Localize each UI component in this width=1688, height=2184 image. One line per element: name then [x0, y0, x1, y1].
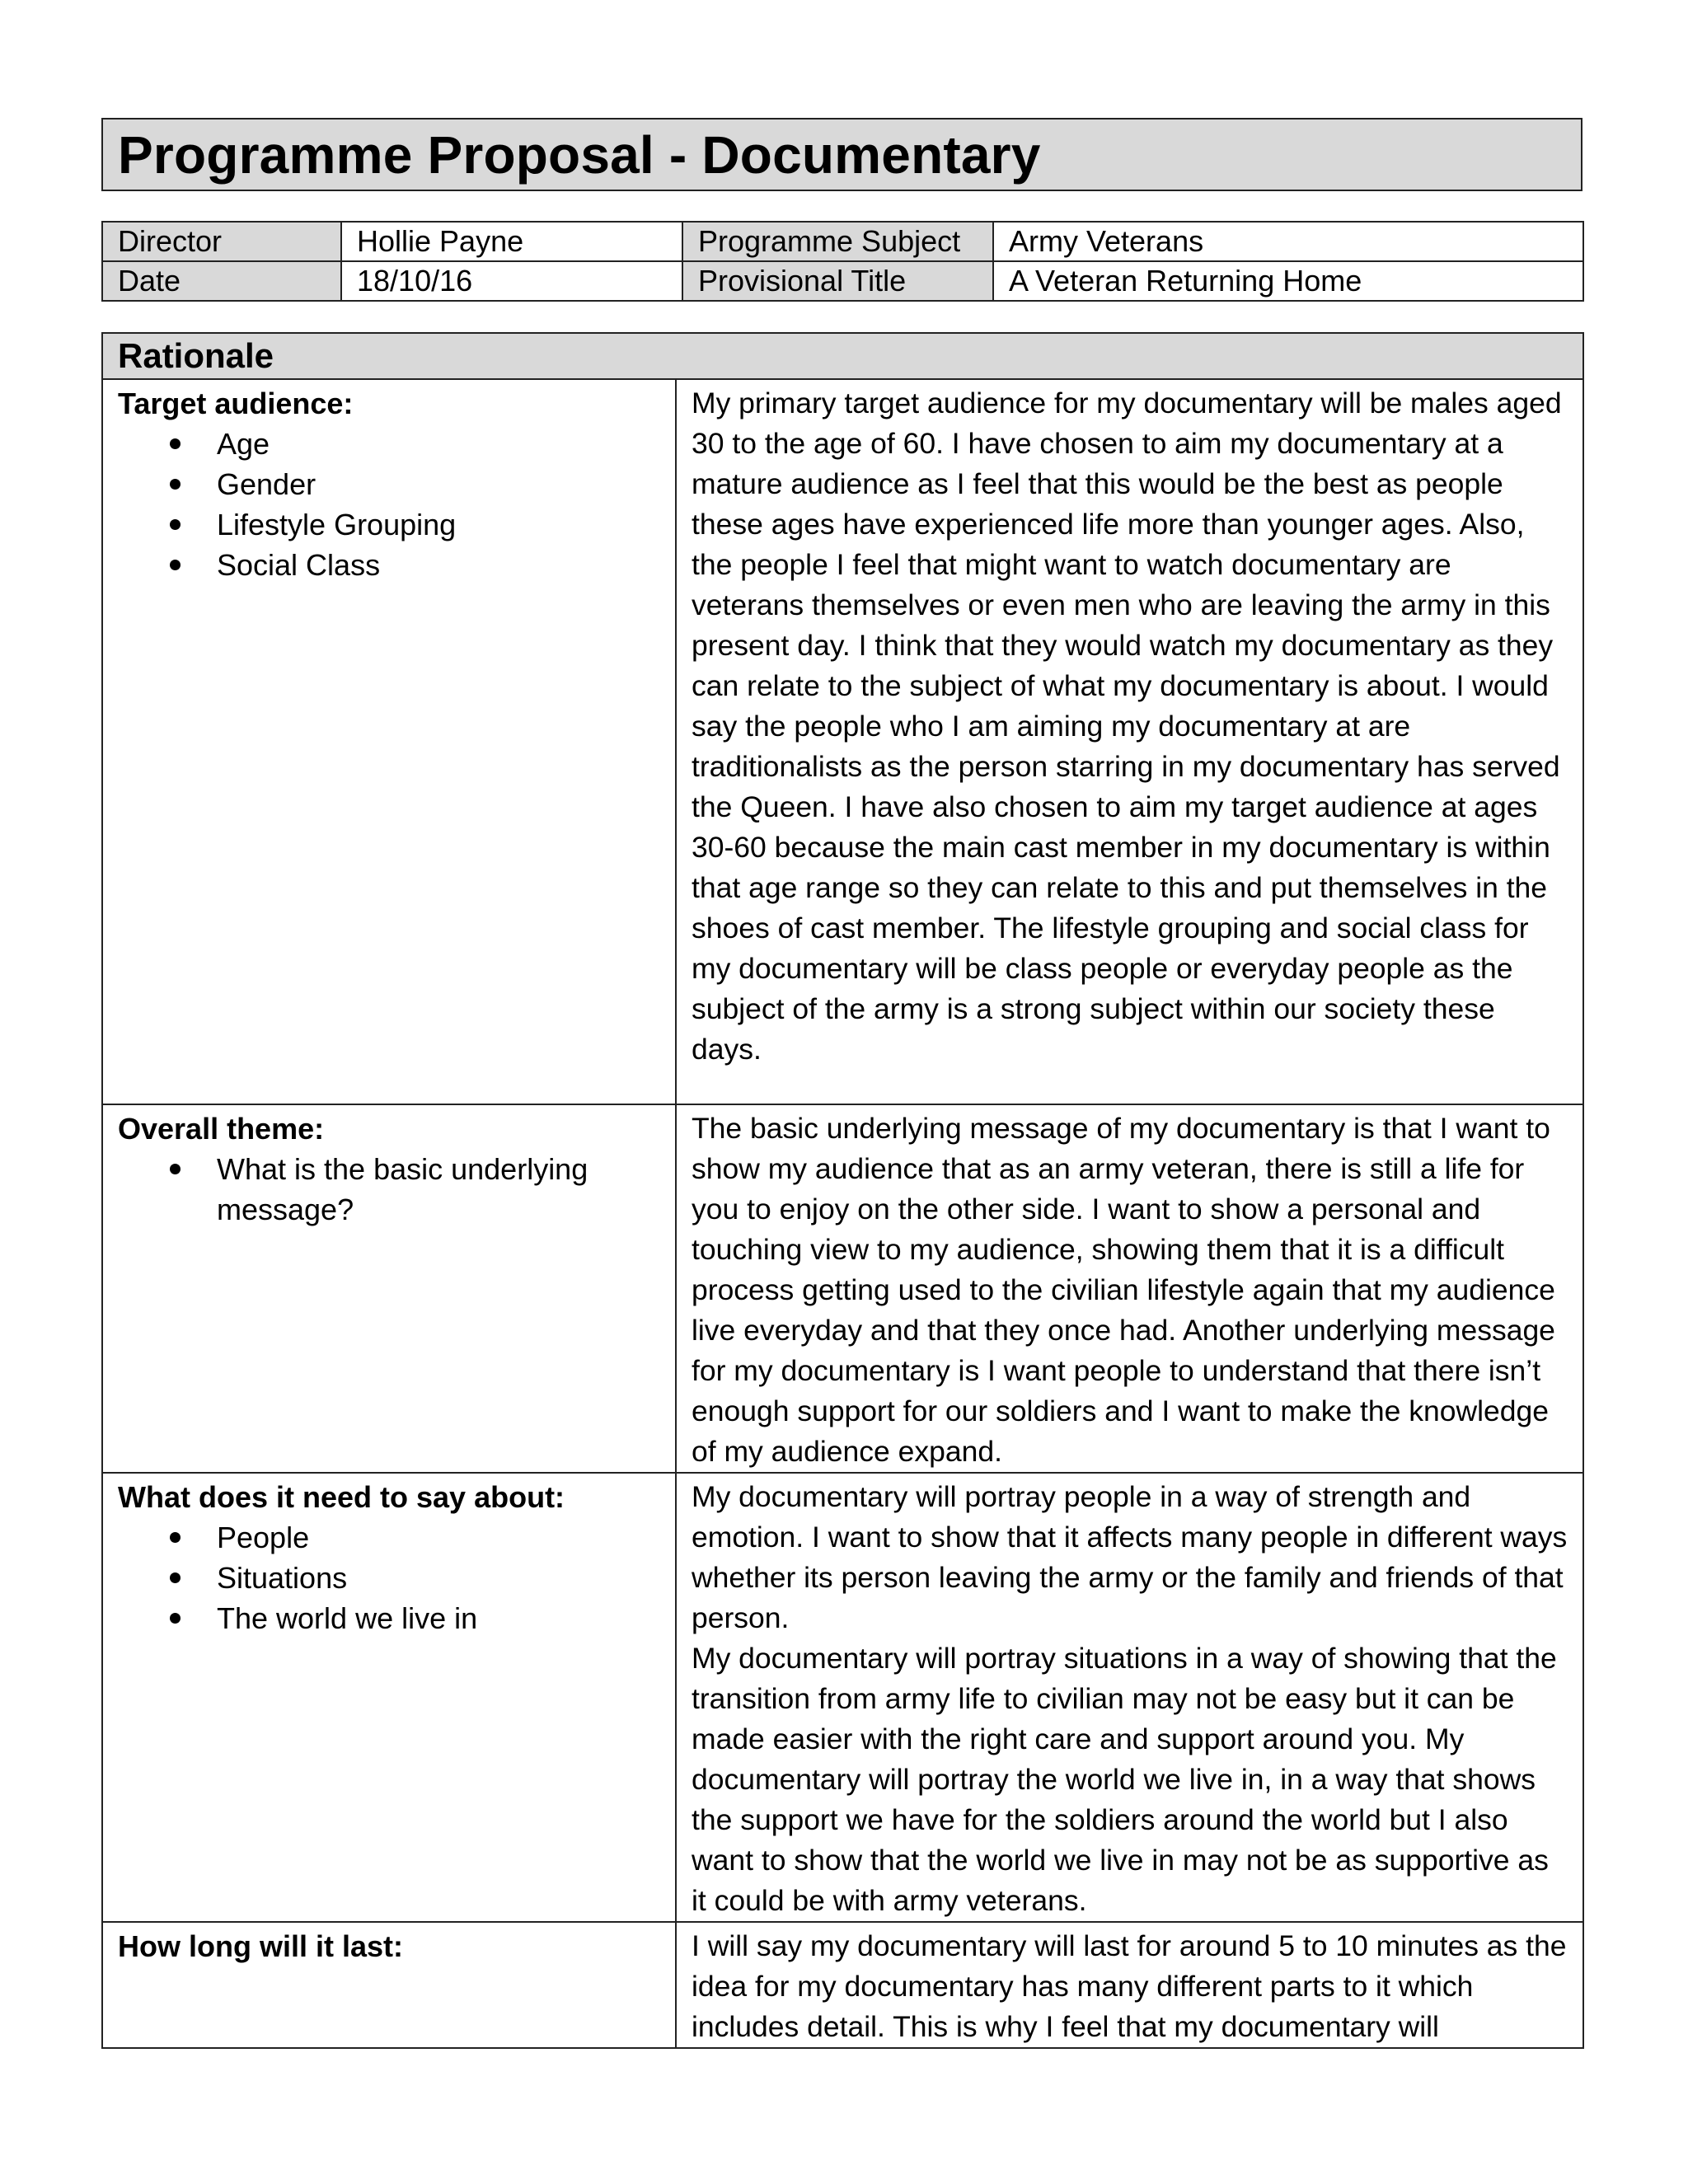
- answer-paragraph: My primary target audience for my documentary will be males aged 30 to the age of 60. I have chosen to aim my documentary at a mature audience as I feel that this would be the best as people these ages have experienced life more than younger ages. Also, the people I feel that might want to watch documentary are veterans themselves or even men who are leaving the army in this present day. I think that they would watch my documentary as they can relate to the subject of what my documentary is about. I would say the people who I am aiming my documentary at are traditionalists as the person starring in my documentary has served the Queen. I have also chosen to aim my target audience at ages 30-60 because the main cast member in my documentary is within that age range so they can relate to this and put themselves in the shoes of cast member. The lifestyle grouping and social class for my documentary will be class people or everyday people as the subject of the army is a strong subject within our society these days.: [692, 387, 1562, 1066]
- list-item: Lifestyle Grouping: [217, 504, 660, 545]
- question-title: What does it need to say about:: [118, 1480, 565, 1514]
- overall-theme-answer: [676, 1104, 1583, 1473]
- date-label: Date: [102, 261, 341, 301]
- director-label: Director: [102, 222, 341, 261]
- answer-paragraph: The basic underlying message of my documentary is that I want to show my audience that as an army veteran, there is still a life for you to enjoy on the other side. I want to show a personal and touching view to my audience, showing them that it is a difficult process getting used to the civilian lifestyle again that my audience live everyday and that they once had. Another underlying message for my documentary is I want people to understand that there isn’t enough support for our soldiers and I want to make the knowledge of my audience expand.: [692, 1112, 1555, 1468]
- page-title: Programme Proposal - Documentary: [101, 118, 1582, 191]
- list-item: Gender: [217, 464, 660, 504]
- question-title: How long will it last:: [118, 1929, 403, 1963]
- list-item: People: [217, 1517, 660, 1558]
- answer-paragraph: My documentary will portray people in a way of strength and emotion. I want to show that it affects many people in different ways whether its person leaving the army or the family and friends of that person.: [692, 1480, 1568, 1634]
- list-item: What is the basic underlying message?: [217, 1149, 645, 1230]
- table-row: [102, 379, 1583, 1104]
- director-value: Hollie Payne: [341, 222, 682, 261]
- what-to-say-answer: [676, 1473, 1583, 1922]
- duration-question: [102, 1922, 676, 2048]
- programme-subject-value: Army Veterans: [993, 222, 1583, 261]
- provisional-title-value: A Veteran Returning Home: [993, 261, 1583, 301]
- provisional-title-label: Provisional Title: [682, 261, 993, 301]
- table-row: [102, 261, 1583, 301]
- bullet-list: [118, 1517, 660, 1638]
- question-title: Overall theme:: [118, 1112, 325, 1146]
- answer-paragraph: My documentary will portray situations in a way of showing that the transition from army life to civilian may not be easy but it can be made easier with the right care and support around you. My documentary will portray the world we live in, in a way that shows the support we have for the soldiers around the world but I also want to show that the world we live in may not be as supportive as it could be with army veterans.: [692, 1642, 1557, 1917]
- table-row: [102, 1922, 1583, 2048]
- question-title: Target audience:: [118, 387, 354, 420]
- list-item: The world we live in: [217, 1598, 660, 1638]
- programme-subject-label: Programme Subject: [682, 222, 993, 261]
- list-item: Social Class: [217, 545, 660, 585]
- list-item: Age: [217, 424, 660, 464]
- rationale-heading: Rationale: [102, 333, 1583, 379]
- list-item: Situations: [217, 1558, 660, 1598]
- what-to-say-question: [102, 1473, 676, 1922]
- table-row: [102, 1104, 1583, 1473]
- rationale-table: [101, 332, 1584, 2049]
- target-audience-question: [102, 379, 676, 1104]
- table-row: [102, 333, 1583, 379]
- table-row: [102, 222, 1583, 261]
- duration-answer: [676, 1922, 1583, 2048]
- overall-theme-question: [102, 1104, 676, 1473]
- date-value: 18/10/16: [341, 261, 682, 301]
- target-audience-answer: [676, 379, 1583, 1104]
- programme-details-table: [101, 221, 1584, 302]
- bullet-list: [118, 1149, 660, 1230]
- bullet-list: [118, 424, 660, 585]
- answer-paragraph: I will say my documentary will last for around 5 to 10 minutes as the idea for my documentary has many different parts to it which includes detail. This is why I feel that my documentary will: [692, 1929, 1567, 2043]
- table-row: [102, 1473, 1583, 1922]
